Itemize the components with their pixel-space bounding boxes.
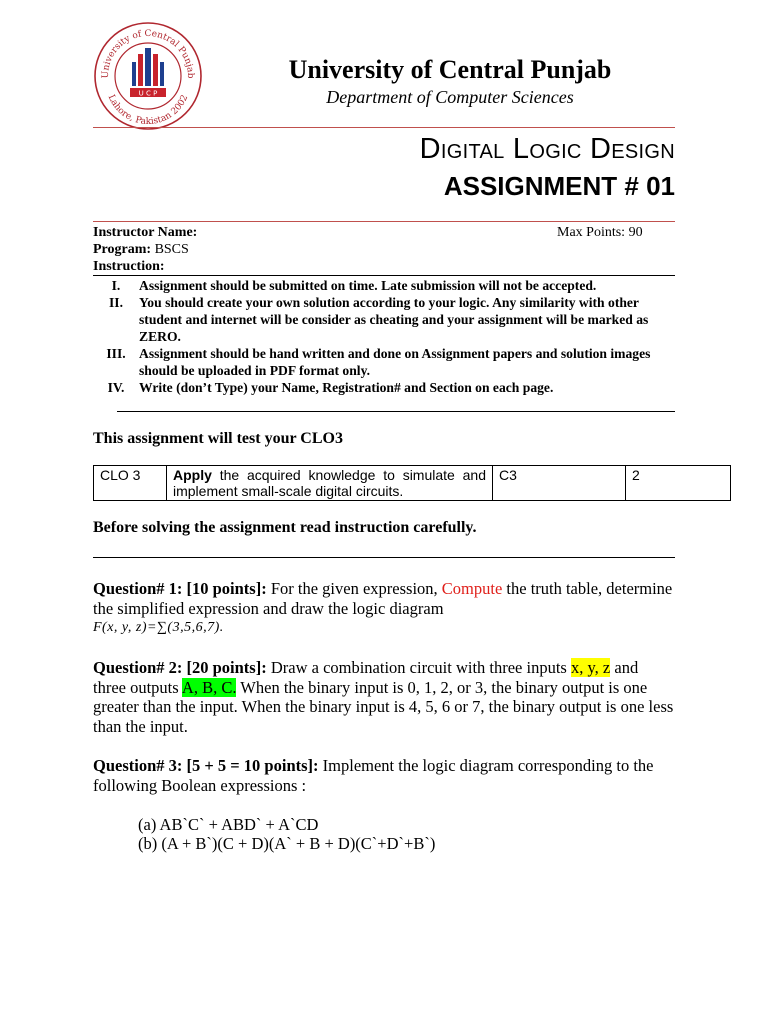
instruction-number: III. bbox=[106, 346, 126, 361]
instruction-item bbox=[93, 379, 675, 396]
instruction-text: Write (don’t Type) your Name, Registration# and Section on each page. bbox=[139, 380, 554, 395]
question-1-text: the truth table, determine the simplified expression and draw the logic diagram bbox=[93, 579, 673, 618]
clo-description: the acquired knowledge to simulate and implement small-scale digital circuits. bbox=[173, 467, 486, 499]
clo-value-cell: 2 bbox=[626, 466, 731, 501]
question-2-text: Draw a combination circuit with three inputs bbox=[266, 658, 571, 677]
svg-text:Lahore, Pakistan 2002 bbox=[106, 93, 191, 127]
instruction-item bbox=[93, 345, 675, 379]
question-3-label: Question# 3: [5 + 5 = 10 points]: bbox=[93, 756, 319, 775]
logo-letters: U C P bbox=[138, 89, 158, 98]
question-2 bbox=[93, 658, 675, 736]
instructor-label: Instructor Name: bbox=[93, 225, 198, 240]
instruction-text: Assignment should be hand written and done on Assignment papers and solution images should be uploaded in PDF format only. bbox=[139, 346, 651, 378]
instruction-item bbox=[93, 277, 675, 294]
instructor-row bbox=[93, 225, 197, 241]
instruction-number: II. bbox=[109, 295, 123, 310]
expression-a: (a) AB`C` + ABD` + A`CD bbox=[138, 815, 319, 834]
header-divider bbox=[93, 127, 675, 128]
outputs-highlight: A, B, C. bbox=[181, 677, 237, 697]
logo-ring-top: University of Central Punjab bbox=[100, 28, 196, 79]
department-name: Department of Computer Sciences bbox=[326, 87, 574, 107]
clo-verb: Apply bbox=[173, 467, 212, 483]
table-row bbox=[94, 466, 731, 501]
clo-table bbox=[93, 465, 731, 501]
instruction-item bbox=[93, 294, 675, 345]
clo-description-cell bbox=[167, 466, 493, 501]
university-name: University of Central Punjab bbox=[288, 55, 612, 84]
question-2-text: When the binary input is 0, 1, 2, or 3, the binary output is one greater than the input. When the binary input is 4, 5, 6 or 7, the binary output is one less than the input. bbox=[93, 677, 674, 736]
inputs-highlight: x, y, z bbox=[570, 658, 611, 677]
logo-ring-bottom: Lahore, Pakistan 2002 bbox=[105, 93, 191, 128]
question-3 bbox=[93, 756, 675, 795]
clo-level-cell: C3 bbox=[493, 466, 626, 501]
assignment-title: ASSIGNMENT # 01 bbox=[443, 171, 675, 201]
question-divider bbox=[93, 557, 675, 558]
instruction-row bbox=[93, 259, 165, 275]
question-1-text: For the given expression, bbox=[266, 579, 442, 598]
question-2-label: Question# 2: [20 points]: bbox=[93, 658, 267, 677]
instruction-number: I. bbox=[111, 278, 121, 293]
instruction-end-divider bbox=[117, 411, 675, 412]
compute-keyword: Compute bbox=[441, 579, 503, 598]
before-note: Before solving the assignment read instruction carefully. bbox=[93, 519, 477, 536]
question-1-label: Question# 1: [10 points]: bbox=[93, 579, 267, 598]
instruction-text: Assignment should be submitted on time. Late submission will not be accepted. bbox=[139, 278, 597, 293]
ucp-logo bbox=[92, 20, 204, 132]
program-label: Program: bbox=[93, 242, 152, 257]
program-row bbox=[93, 242, 189, 258]
question-1 bbox=[93, 579, 675, 638]
instruction-divider bbox=[93, 275, 675, 276]
title-divider bbox=[93, 221, 675, 222]
program-value: BSCS bbox=[154, 242, 189, 257]
question-1-formula: F(x, y, z)=∑(3,5,6,7). bbox=[93, 620, 224, 635]
instruction-list bbox=[93, 277, 675, 396]
instruction-text: You should create your own solution according to your logic. Any similarity with other student and internet will be consider as cheating and your assignment will be marked as ZERO. bbox=[139, 295, 649, 344]
clo-heading: This assignment will test your CLO3 bbox=[93, 430, 343, 447]
course-title: Digital Logic Design bbox=[419, 133, 675, 165]
question-3-text: Implement the logic diagram corresponding to the following Boolean expressions : bbox=[93, 756, 654, 795]
expression-b: (b) (A + B`)(C + D)(A` + B + D)(C`+D`+B`) bbox=[138, 834, 436, 853]
question-2-text: and three outputs bbox=[93, 658, 639, 697]
clo-cell: CLO 3 bbox=[94, 466, 167, 501]
instruction-number: IV. bbox=[107, 380, 125, 395]
instruction-label: Instruction: bbox=[93, 259, 165, 274]
max-points: Max Points: 90 bbox=[557, 225, 643, 240]
